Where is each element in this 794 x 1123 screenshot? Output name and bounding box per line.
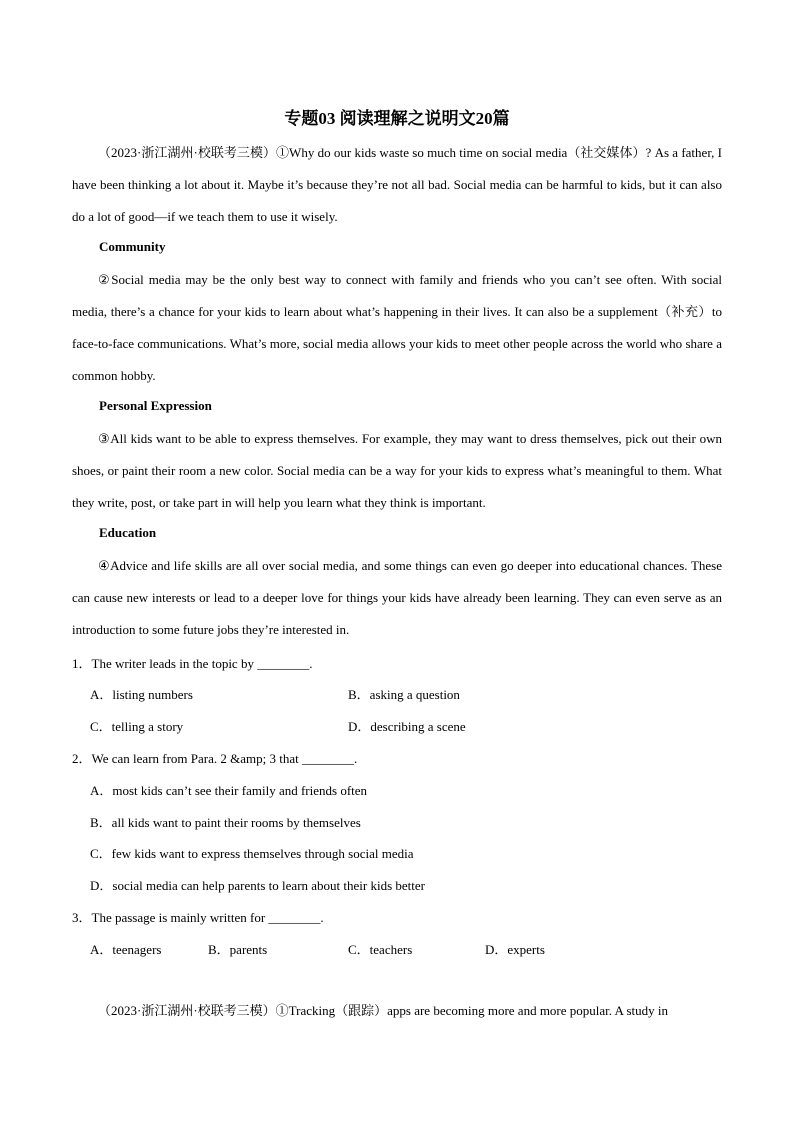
question-2-option-d: D．social media can help parents to learn about their kids better <box>90 878 425 893</box>
question-1-stem: 1．The writer leads in the topic by ________. <box>72 656 313 671</box>
question-2-option-c: C．few kids want to express themselves through social media <box>90 846 414 861</box>
passage1-para3: ③All kids want to be able to express themselves. For example, they may want to dress themselves, pick out their own shoes, or paint their room a new color. Social media can be a way for your kids to express what’s meaningful to them. What they write, post, or take part in will help you learn what they think is important. <box>72 431 722 510</box>
heading-community: Community <box>99 239 166 254</box>
question-2-option-a: A．most kids can’t see their family and friends often <box>90 783 368 798</box>
page-title: 专题03 阅读理解之说明文20篇 <box>284 109 510 128</box>
passage2-intro: （2023·浙江湖州·校联考三模）①Tracking（跟踪）apps are becoming more and more popular. A study in <box>98 1003 669 1018</box>
heading-personal-expression: Personal Expression <box>99 398 212 413</box>
question-3-option-b: B．parents <box>208 942 268 957</box>
passage1-intro: （2023·浙江湖州·校联考三模）①Why do our kids waste so much time on social media（社交媒体）? As a father, I have been thinking a lot about it. Maybe it’s because they’re not all bad. Social media can be harmful to kids, but it can also do a lot of good—if we teach them to use it wisely. <box>72 145 722 224</box>
question-3-option-c: C．teachers <box>348 942 413 957</box>
heading-education: Education <box>99 525 157 540</box>
question-3-option-a: A．teenagers <box>90 942 162 957</box>
question-1-option-c: C．telling a story <box>90 719 184 734</box>
question-1-option-d: D．describing a scene <box>348 719 466 734</box>
question-2-stem: 2．We can learn from Para. 2 &amp; 3 that ________. <box>72 751 358 766</box>
passage1-para4: ④Advice and life skills are all over social media, and some things can even go deeper into educational chances. These can cause new interests or lead to a deeper love for things your kids have already been learning. They can even serve as an introduction to some future jobs they’re interested in. <box>72 558 722 637</box>
question-3-stem: 3．The passage is mainly written for ________. <box>72 910 324 925</box>
question-3-option-d: D．experts <box>485 942 545 957</box>
passage1-para2: ②Social media may be the only best way to connect with family and friends who you can’t see often. With social media, there’s a chance for your kids to learn about what’s happening in their lives. It can also be a supplement（补充）to face-to-face communications. What’s more, social media allows your kids to meet other people across the world who share a common hobby. <box>72 272 722 383</box>
question-1-option-a: A．listing numbers <box>90 687 193 702</box>
question-2-option-b: B．all kids want to paint their rooms by themselves <box>90 815 361 830</box>
question-1-option-b: B．asking a question <box>348 687 460 702</box>
